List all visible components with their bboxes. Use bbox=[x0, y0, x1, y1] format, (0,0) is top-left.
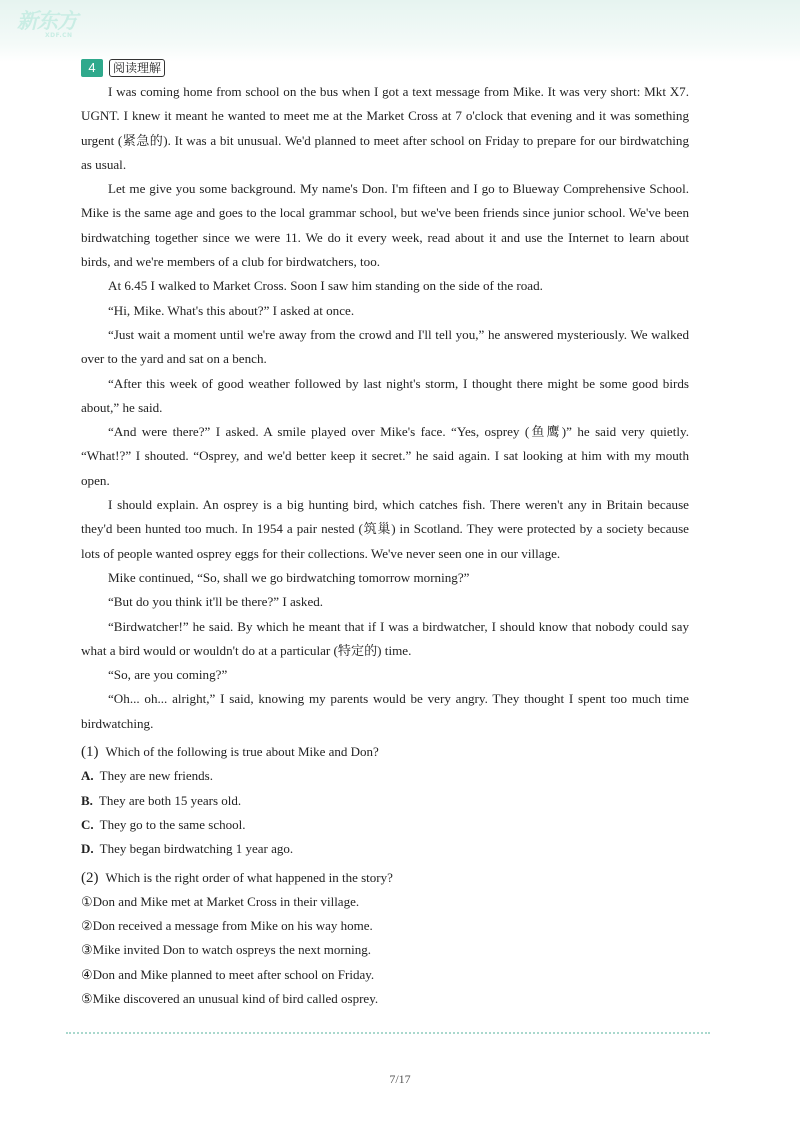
passage-paragraph: Let me give you some background. My name's Don. I'm fifteen and I go to Blueway Comprehensive School. Mike is the same age and goes to the local grammar school, but we've been friends since junior school. We've been birdwatching together since we were 11. We do it every week, read about it and use the Internet to learn about birds, and we're members of a club for birdwatchers, too. bbox=[81, 181, 689, 270]
option-text: They go to the same school. bbox=[99, 816, 246, 832]
passage-paragraph: I should explain. An osprey is a big hunting bird, which catches fish. There weren't any in Britain because they'd been hunted too much. In 1954 a pair nested (筑巢) in Scotland. They were protected by a society because lots of people wanted osprey eggs for their collections. We've never seen one in our village. bbox=[81, 497, 689, 561]
option-letter: A. bbox=[81, 768, 94, 784]
question-stem bbox=[81, 740, 689, 764]
question-number: (2) bbox=[81, 869, 99, 886]
answer-option-a[interactable] bbox=[81, 764, 689, 788]
option-text: They are new friends. bbox=[99, 768, 213, 784]
answer-option-d[interactable] bbox=[81, 837, 689, 861]
passage-paragraph: “And were there?” I asked. A smile played over Mike's face. “Yes, osprey (鱼鹰)” he said very quietly. “What!?” I shouted. “Osprey, and we'd better keep it secret.” he said again. I sat looking at him with my mouth open. bbox=[81, 424, 689, 488]
xdf-logo bbox=[17, 9, 83, 43]
option-letter: D. bbox=[81, 841, 94, 857]
footer-divider bbox=[66, 1032, 710, 1034]
option-text: They are both 15 years old. bbox=[98, 792, 242, 808]
passage-paragraph: Mike continued, “So, shall we go birdwatching tomorrow morning?” bbox=[108, 569, 470, 585]
question-number: (1) bbox=[81, 744, 99, 761]
header-band bbox=[0, 0, 800, 62]
passage-paragraph: “So, are you coming?” bbox=[108, 667, 228, 683]
passage-paragraph: “Hi, Mike. What's this about?” I asked at once. bbox=[108, 302, 355, 318]
option-letter: C. bbox=[81, 816, 94, 832]
event-item: ②Don received a message from Mike on his way home. bbox=[81, 918, 373, 934]
question-2 bbox=[81, 866, 689, 1012]
passage-paragraph: At 6.45 I walked to Market Cross. Soon I saw him standing on the side of the road. bbox=[108, 278, 543, 294]
event-item: ⑤Mike discovered an unusual kind of bird called osprey. bbox=[81, 990, 379, 1006]
passage-paragraph: “Just wait a moment until we're away from the crowd and I'll tell you,” he answered mysteriously. We walked over to the yard and sat on a bench. bbox=[81, 326, 689, 367]
section-header bbox=[81, 56, 689, 80]
section-type-label: 阅读理解 bbox=[109, 59, 165, 77]
passage-paragraph: “But do you think it'll be there?” I asked. bbox=[108, 594, 324, 610]
section-number-badge: 4 bbox=[81, 59, 103, 77]
question-text: Which of the following is true about Mike and Don? bbox=[105, 744, 379, 760]
logo-domain: XDF.CN bbox=[45, 32, 73, 39]
event-item: ①Don and Mike met at Market Cross in their village. bbox=[81, 893, 360, 909]
page-number: 7/17 bbox=[389, 1072, 411, 1086]
answer-option-b[interactable] bbox=[81, 789, 689, 813]
passage-paragraph: “Birdwatcher!” he said. By which he meant that if I was a birdwatcher, I should know that nobody could say what a bird would or wouldn't do at a particular (特定的) time. bbox=[81, 618, 689, 658]
passage-paragraph: “Oh... oh... alright,” I said, knowing my parents would be very angry. They thought I spent too much time birdwatching. bbox=[81, 691, 689, 731]
passage-paragraph: “After this week of good weather followed by last night's storm, I thought there might be some good birds about,” he said. bbox=[81, 375, 689, 415]
logo-text: 新东方 bbox=[17, 9, 77, 33]
option-letter: B. bbox=[81, 792, 93, 808]
passage-paragraph: I was coming home from school on the bus when I got a text message from Mike. It was very short: Mkt X7. UGNT. I knew it meant he wanted to meet me at the Market Cross at 7 o'clock that evening and it was something urgent (紧急的). It was a bit unusual. We'd planned to meet after school on Friday to prepare for our birdwatching as usual. bbox=[81, 84, 689, 172]
reading-passage bbox=[81, 80, 689, 736]
event-item: ③Mike invited Don to watch ospreys the next morning. bbox=[81, 942, 372, 958]
option-text: They began birdwatching 1 year ago. bbox=[99, 841, 294, 857]
question-stem bbox=[81, 866, 689, 890]
answer-option-c[interactable] bbox=[81, 813, 689, 837]
event-item: ④Don and Mike planned to meet after school on Friday. bbox=[81, 966, 375, 982]
question-1 bbox=[81, 740, 689, 861]
question-text: Which is the right order of what happened in the story? bbox=[105, 869, 393, 885]
document-content bbox=[81, 56, 689, 1011]
